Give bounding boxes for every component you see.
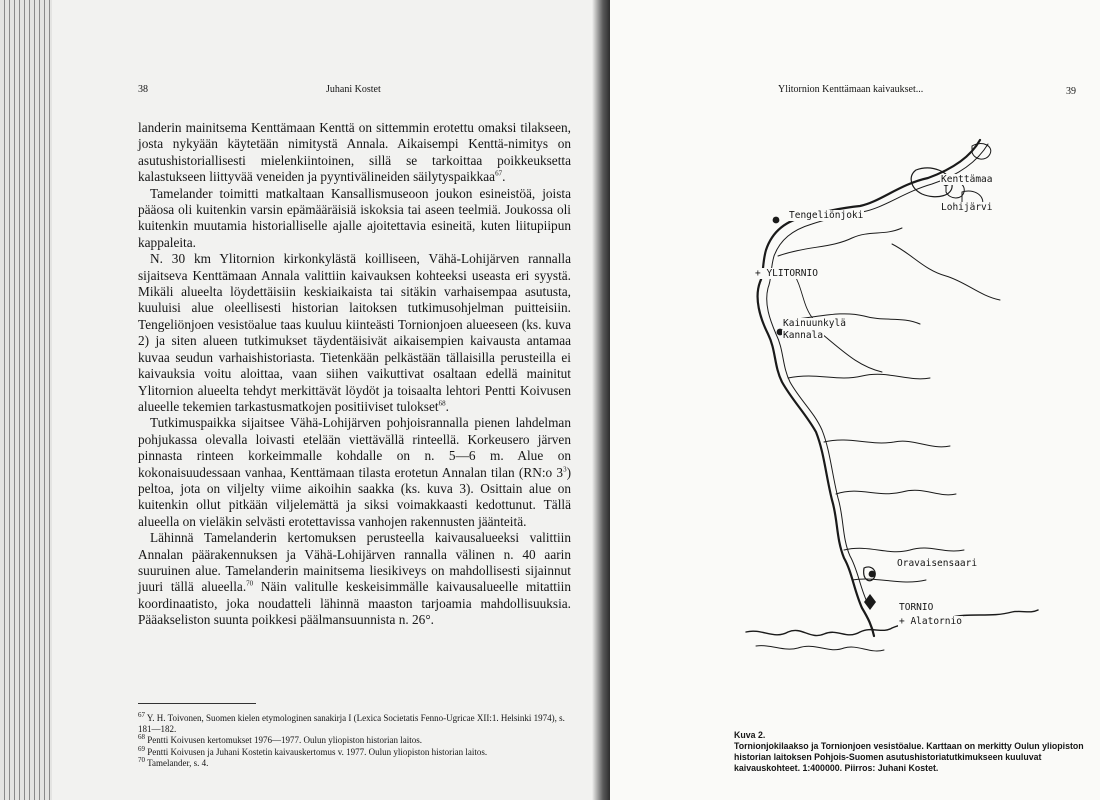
footnote-ref: 67	[495, 169, 503, 178]
right-running-head: Ylitornion Kenttämaan kaivaukset...	[778, 84, 924, 95]
figure-caption	[734, 730, 1084, 774]
footnote: $^{68}$ Pentti Koivusen kertomukset 1976—1977. Oulun yliopiston historian laitos.	[138, 733, 422, 746]
right-page-number: 39	[1066, 86, 1076, 97]
footnote: $^{70}$ Tamelander, s. 4.	[138, 755, 209, 768]
map-label-tengeliojoki: Tengeliönjoki	[789, 210, 864, 221]
lake	[972, 144, 991, 160]
footnotes	[138, 713, 571, 769]
map-label-oravaisensaari: Oravaisensaari	[897, 558, 978, 569]
tributary	[852, 579, 926, 582]
tributary	[822, 334, 882, 372]
footnote: $^{69}$ Pentti Koivusen ja Juhani Kostetin kaivauskertomus v. 1977. Oulun yliopiston historian laitos.	[138, 744, 488, 757]
book-gutter	[592, 0, 610, 800]
map-label-lohijarvi: Lohijärvi	[941, 202, 993, 213]
tributary	[824, 440, 950, 447]
tributary	[844, 548, 964, 552]
paragraph: landerin mainitsema Kenttämaan Kenttä on sittemmin erotettu omaksi tilakseen, josta nykyään käytetään nimitystä Annala. Aikaisempi Kenttä-nimitys on asutushistoriallisesti mielenkiintoinen, sillä se tarkoittaa poikkeuksetta kalastukseen liittyvää veneiden ja pyyntivälineiden säilytyspaikkaa$^{67}$.	[138, 120, 571, 185]
body-text	[138, 120, 571, 629]
map-label-ylitornio: + YLITORNIO	[755, 268, 818, 279]
site-marker	[864, 594, 876, 610]
site-marker	[869, 571, 876, 578]
map-label-kenttamaa: Kenttämaa	[941, 174, 993, 185]
footnote-ref: 70	[246, 579, 254, 588]
paragraph: Tutkimuspaikka sijaitsee Vähä-Lohijärven pohjoisrannalla pienen lahdelman pohjukassa olevalla loivasti etelään viettävällä rinteellä. Korkeusero järven pinnasta rinteen korkeimmalle kohdalle on n. 5—6 m. Alue on kokonaisuudessaan vanhaa, Kenttämaan tilasta erotetun Annalan tilan (RN:o $3^3$) peltoa, jota on viljelty viime aikoihin saakka (ks. kuva 3). Osittain alue on kuitenkin ollut pitkään viljelemättä ja siksi voimakkaasti kedottunut. Tällä alueella on vieläkin selvästi erotettavissa vanhojen rakennusten jäänteitä.	[138, 415, 571, 529]
footnote-ref: 68	[438, 399, 446, 408]
tributary	[836, 490, 956, 495]
left-page-number: 38	[138, 84, 148, 95]
tributary	[778, 228, 902, 256]
tributary	[892, 244, 1000, 300]
left-running-head: Juhani Kostet	[326, 84, 381, 95]
footnote-ref: 3	[563, 465, 567, 474]
caption-title: Kuva 2.	[734, 730, 766, 740]
coastline	[746, 610, 1038, 636]
paragraph: N. 30 km Ylitornion kirkonkylästä koilliseen, Vähä-Lohijärven rannalla sijaitseva Kenttämaan Annala valittiin kaivauksen kohteeksi useasta eri syystä. Mikäli alueelta löydettäisiin keskiaikaista tai sitäkin varhaisempaa asutusta, kuuluisi alue oleellisesti historian laitoksen tutkimusohjelman puitteisiin. Tengeliönjoen vesistöalue taas kuuluu kiinteästi Tornionjoen alueeseen (ks. kuva 2) ja siten alueen tutkimukset täydentäisivät aikaisempien kaivausta antamaa kuvaa seudun varhaishistoriasta. Tietenkään pelkästään tällaisilla perusteilla ei kaivauksia voitu aloittaa, vaan siihen vaikuttivat osaltaan edellä mainitut Ylitornion alueelta tehdyt merkittävät löydöt ja toisaalta lehtori Pentti Koivusen alueelle tekemien tarkastusmatkojen positiiviset tulokset$^{68}$.	[138, 251, 571, 414]
paragraph: Lähinnä Tamelanderin kertomuksen perusteella kaivausalueeksi valittiin Annalan päärakennuksen ja Vähä-Lohijärven rannalla välinen n. 40 aarin suuruinen alue. Tamelanderin mainitsema liesikiveys on mahdollisesti sijainnut juuri tällä alueella.$^{70}$ Näin valitulle keskeisimmälle kaivausalueelle mitattiin koordinaatisto, joka noudatteli lähinnä maaston tarjoamia mahdollisuuksia. Pääakseliston suunta poikkesi päälmansuunnista n. 26°.	[138, 530, 572, 628]
paragraph: Tamelander toimitti matkaltaan Kansallismuseoon joukon esineistöä, joista pääosa oli kuitenkin varsin epämääräisiä iskoksia tai aseen teelmiä. Joukossa oli kuitenkin muutamia historialliselle ajalle ajoitettavia esineitä, kuten liitupiipun kappaleita.	[138, 185, 571, 250]
caption-text: Tornionjokilaakso ja Tornionjoen vesistöalue. Karttaan on merkitty Oulun yliopiston historian laitoksen Pohjois-Suomen asutushistoriatutkimukseen kuuluvat kaivauskohteet. 1:400000. Piirros: Juhani Kostet.	[734, 741, 1084, 773]
footnote: $^{67}$ Y. H. Toivonen, Suomen kielen etymologinen sanakirja I (Lexica Societatis Fenno-Ugricae XII:1. Helsinki 1974), s. 181—182.	[138, 711, 565, 735]
map-label-kannala: Kannala	[783, 330, 824, 341]
site-marker	[773, 217, 780, 224]
map-label-kainuunkyla: Kainuunkylä	[783, 318, 846, 329]
map-label-alatornio: + Alatornio	[899, 616, 962, 627]
river-map	[732, 120, 1042, 700]
coast-inlet	[756, 646, 884, 651]
map-label-tornio: TORNIO	[899, 602, 934, 613]
right-page	[610, 0, 1100, 800]
tributary	[788, 374, 930, 379]
footnote-rule	[138, 703, 256, 704]
page-stack-edges	[0, 0, 52, 800]
